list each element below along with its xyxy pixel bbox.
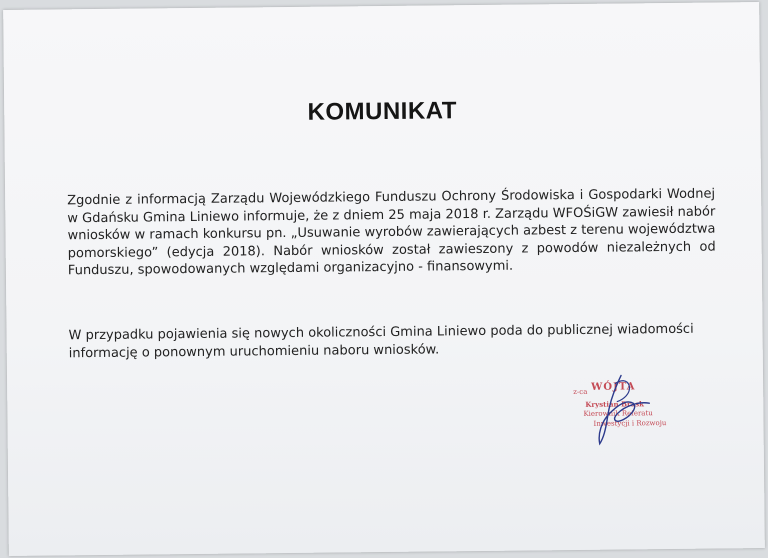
handwritten-signature [563, 373, 714, 455]
stamp-title: WÓJTA [591, 381, 636, 393]
paragraph-followup: W przypadku pojawienia się nowych okoliczności Gmina Liniewo poda do publicznej wiadomości informację o ponownym uruchomieniu naboru wniosków. [68, 321, 694, 361]
stamp-department: Inwestycji i Rozwoju [593, 419, 667, 428]
official-stamp [563, 373, 714, 455]
document-title: KOMUNIKAT [307, 97, 458, 126]
stamp-prefix: z-ca [573, 387, 588, 397]
stamp-role: Kierownik Referatu [583, 409, 653, 418]
document-page [3, 2, 765, 556]
paragraph-announcement: Zgodnie z informacją Zarządu Wojewódzkiego Funduszu Ochrony Środowiska i Gospodarki Wodnej w Gdańsku Gmina Liniewo informuje, że z dniem 25 maja 2018 r. Zarządu WFOŚiGW zawiesił nabór wniosków w ramach konkursu pn. „Usuwanie wyrobów zawierających azbest z terenu województwa pomorskiego” (edycja 2018). Nabór wniosków został zawieszony z powodów niezależnych od Funduszu, spowodowanych względami organizacyjno - finansowymi. [67, 186, 716, 279]
stamp-name: Krystian Brask [585, 399, 645, 409]
